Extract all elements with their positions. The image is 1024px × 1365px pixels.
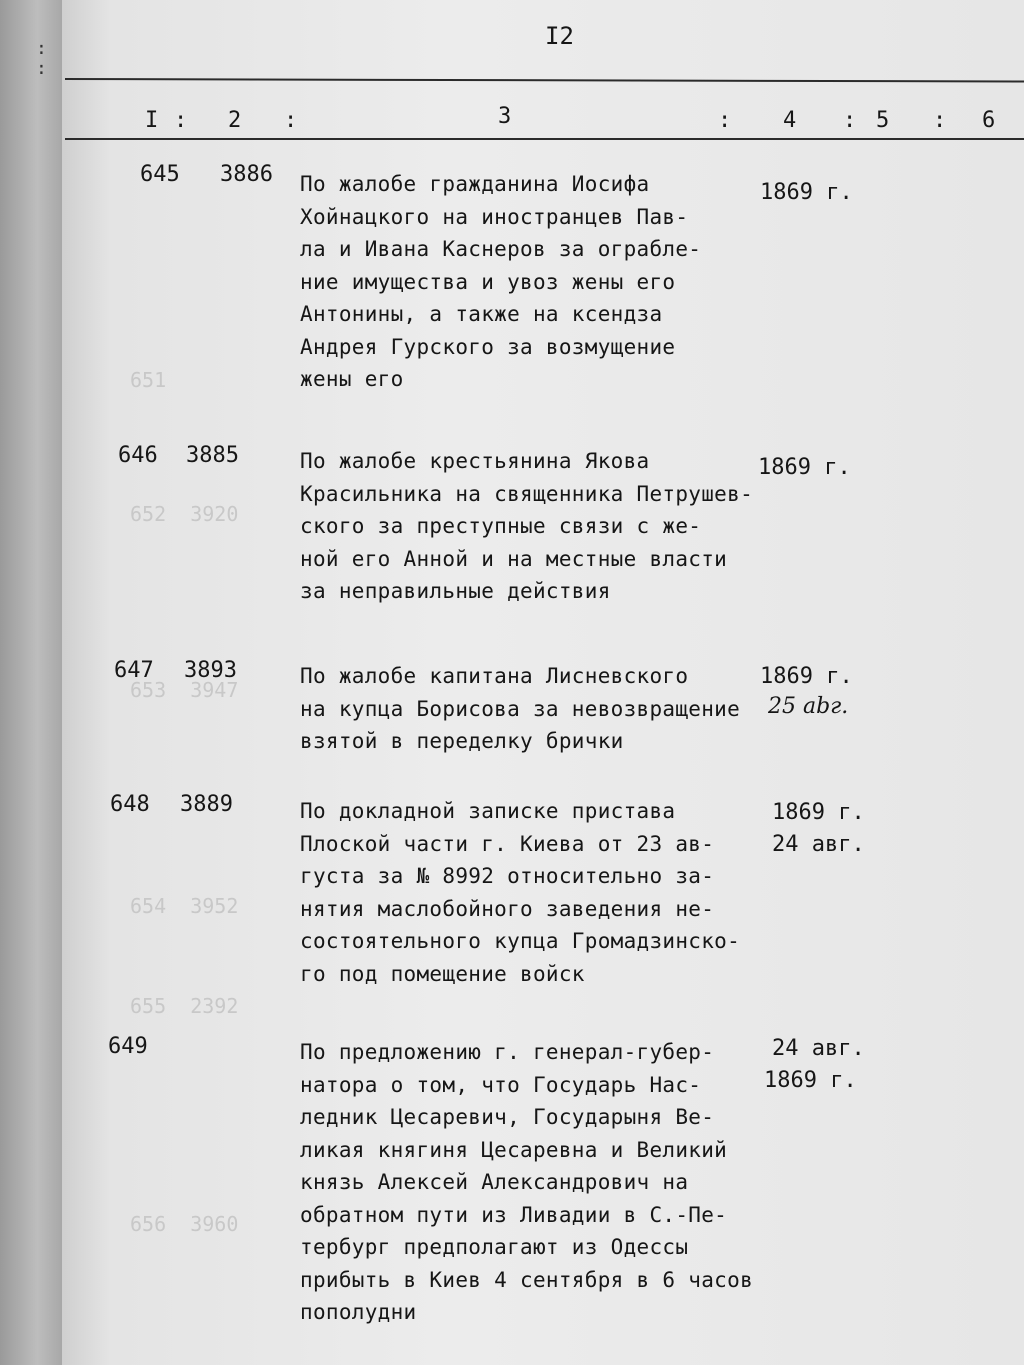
- bleed-through: 654 3952: [130, 894, 239, 918]
- edge-mark: :: [36, 58, 47, 79]
- entry-date: 1869 г.: [772, 800, 865, 825]
- column-separator: :: [933, 108, 947, 133]
- entry-code: 3889: [180, 792, 233, 817]
- column-header-6: 6: [982, 108, 996, 133]
- entry-number: 649: [108, 1034, 148, 1059]
- entry-number: 647: [114, 658, 154, 683]
- page-number: I2: [545, 22, 574, 50]
- column-header-3: 3: [498, 104, 512, 129]
- entry-date-secondary: 1869 г.: [764, 1068, 857, 1093]
- entry-number: 648: [110, 792, 150, 817]
- entry-date: 24 авг.: [772, 1036, 865, 1061]
- entry-description: По жалобе гражданина Иосифа Хойнацкого на иностранцев Пав- ла и Ивана Каснеров за ограбле- ние имущества и увоз жены его Антонины, а также на ксендза Андрея Гурского за возмущение жены его: [300, 172, 702, 391]
- bleed-through: 652 3920: [130, 502, 239, 526]
- table-header-bottom-rule: [65, 138, 1024, 140]
- entry-description: По докладной записке пристава Плоской части г. Киева от 23 ав- густа за № 8992 относительно за- нятия маслобойного заведения не- состоятельного купца Громадзинско- го под помещение войск: [300, 799, 741, 986]
- bleed-through: 653 3947: [130, 678, 239, 702]
- bleed-through: 651: [130, 368, 167, 392]
- column-header-1: I: [145, 108, 159, 133]
- entry-date: 1869 г.: [760, 664, 853, 689]
- bleed-through: 655 2392: [130, 994, 239, 1018]
- entry-number: 645: [140, 162, 180, 187]
- entry-description: По жалобе капитана Лисневского на купца Борисова за невозвращение взятой в переделку брички: [300, 664, 741, 753]
- entry-description: По предложению г. генерал-губер- натора о том, что Государь Нас- ледник Цесаревич, Государыня Ве- ликая княгиня Цесаревна и Великий князь Алексей Александрович на обратном пути из Ливадии в С.-Пе- тербург предполагают из Одессы прибыть в Киев 4 сентября в 6 часов пополудни: [300, 1040, 754, 1324]
- entry-code: 3885: [186, 443, 239, 468]
- column-separator: :: [843, 108, 857, 133]
- entry-code: 3893: [184, 658, 237, 683]
- column-header-5: 5: [876, 108, 890, 133]
- entry-code: 3886: [220, 162, 273, 187]
- handwritten-date-note: 25 abг.: [768, 694, 849, 719]
- bleed-through: 656 3960: [130, 1212, 239, 1236]
- entry-date: 1869 г.: [758, 455, 851, 480]
- previous-page-edge: [0, 0, 62, 1365]
- column-header-2: 2: [228, 108, 242, 133]
- entry-description: По жалобе крестьянина Якова Красильника на священника Петрушев- ского за преступные связи с же- ной его Анной и на местные власти за неправильные действия: [300, 449, 754, 603]
- column-header-4: 4: [783, 108, 797, 133]
- column-separator: :: [284, 108, 298, 133]
- column-separator: :: [718, 108, 732, 133]
- column-separator: :: [174, 108, 188, 133]
- edge-mark: :: [36, 38, 47, 59]
- entry-date-secondary: 24 авг.: [772, 832, 865, 857]
- entry-number: 646: [118, 443, 158, 468]
- entry-date: 1869 г.: [760, 180, 853, 205]
